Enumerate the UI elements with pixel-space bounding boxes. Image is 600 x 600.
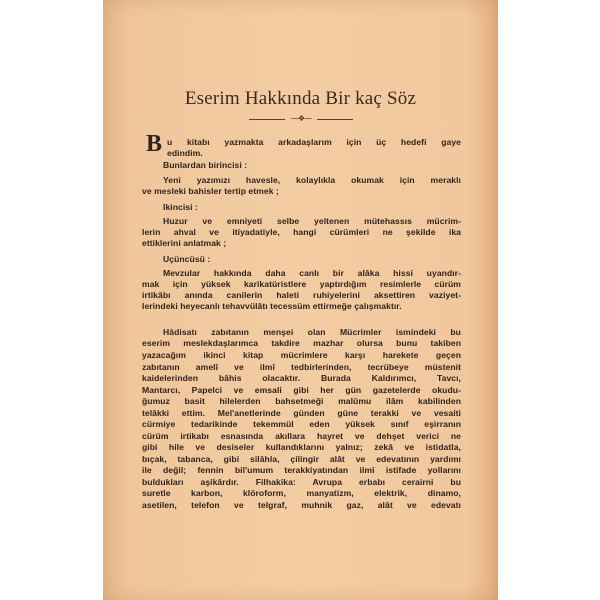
- text-line: ğumuz basit hilelerden bahsetmeği malûmu ilâm kabilinden: [142, 396, 461, 406]
- body-text: [103, 0, 498, 600]
- text-line: bıçak, tabanca, gibi silâhla, çilingir alât ve edevatının yardımı: [142, 454, 461, 464]
- text-line: irtikâbı anında canilerin haleti ruhiyelerini aksettiren vaziyet-: [142, 290, 461, 300]
- text-line: ettiklerini anlatmak ;: [142, 238, 227, 248]
- text-line: Uçüncüsü :: [163, 254, 211, 264]
- text-line: buldukları aşikârdır. Filhakika: Avrupa erbabı cerairni bu: [142, 477, 461, 487]
- text-line: asetilen, telefon ve telgraf, muhnik gaz, alât ve edevatı: [142, 500, 461, 510]
- text-line: cürüm irtikabı esnasında akıllara hayret ve dehşet verici ne: [142, 431, 461, 441]
- text-line: kaidelerinden bâhis olacaktır. Burada Kaldırımcı, Tavcı,: [142, 373, 461, 383]
- text-line: mak için yüksek karikatüristlere yaptırdığım resimlerle cürüm: [142, 279, 461, 289]
- text-line: u kitabı yazmakta arkadaşlarım için üç hedefi gaye: [167, 137, 461, 147]
- text-line: suretle karbon, klöroform, manyatizm, elektrik, dinamo,: [142, 488, 461, 498]
- text-line: cürmiye tedarikinde tekemmül eden yüksek sınıf eşirranın: [142, 419, 461, 429]
- text-line: Bunlardan birincisi :: [163, 160, 248, 170]
- text-line: Huzur ve emniyeti selbe yeltenen mütehassıs mücrim-: [163, 216, 461, 226]
- text-line: Mantarcı, Papelci ve emsali gibi her gün gazetelerde okudu-: [142, 385, 461, 395]
- page-title: Eserim Hakkında Bir kaç Söz: [184, 88, 417, 109]
- text-line: eserim meslekdaşlarımca takdire mazhar olursa bunu takiben: [142, 338, 461, 348]
- text-line: Yeni yazımızı havesle, kolaylıkla okumak için meraklı: [163, 175, 461, 185]
- drop-cap: B: [146, 131, 163, 157]
- text-line: ve mesleki bahisler tertip etmek ;: [142, 186, 279, 196]
- text-line: ile değil; fennin bil'umum terakkiyatından ilmî istifade yollarını: [142, 465, 461, 475]
- text-line: lerindeki heyecanlı tehavvülâtı tecessüm ettirmeğe çalışmaktır.: [142, 301, 402, 311]
- text-line: yazacağım ikinci kitap mücrimlere karşı harekete geçen: [142, 350, 461, 360]
- book-page: [103, 0, 498, 600]
- text-line: gibi hile ve desiseler kullandıklarını yalnız; zekâ ve istidatla,: [142, 442, 461, 452]
- text-line: zabıtanın amelî ve ilmî tedbirlerinden, tecrübeye müstenit: [142, 362, 461, 372]
- text-line: edindim.: [167, 148, 203, 158]
- ornament-glyph: ⁓❖⁓: [290, 114, 312, 123]
- text-line: Hâdisatı zabıtanın menşei olan Mücrimler ismindeki bu: [163, 327, 461, 337]
- text-line: telâkki ettim. Mel'anetlerinde günden güne terakki ve vesaiti: [142, 408, 461, 418]
- text-line: lerin ahval ve itiyadatiyle, hangi cürümleri ne şekilde ika: [142, 227, 461, 237]
- text-line: Ikincisi :: [163, 202, 198, 212]
- text-line: Mevzular hakkında daha canlı bir alâka hissi uyandır-: [163, 268, 461, 278]
